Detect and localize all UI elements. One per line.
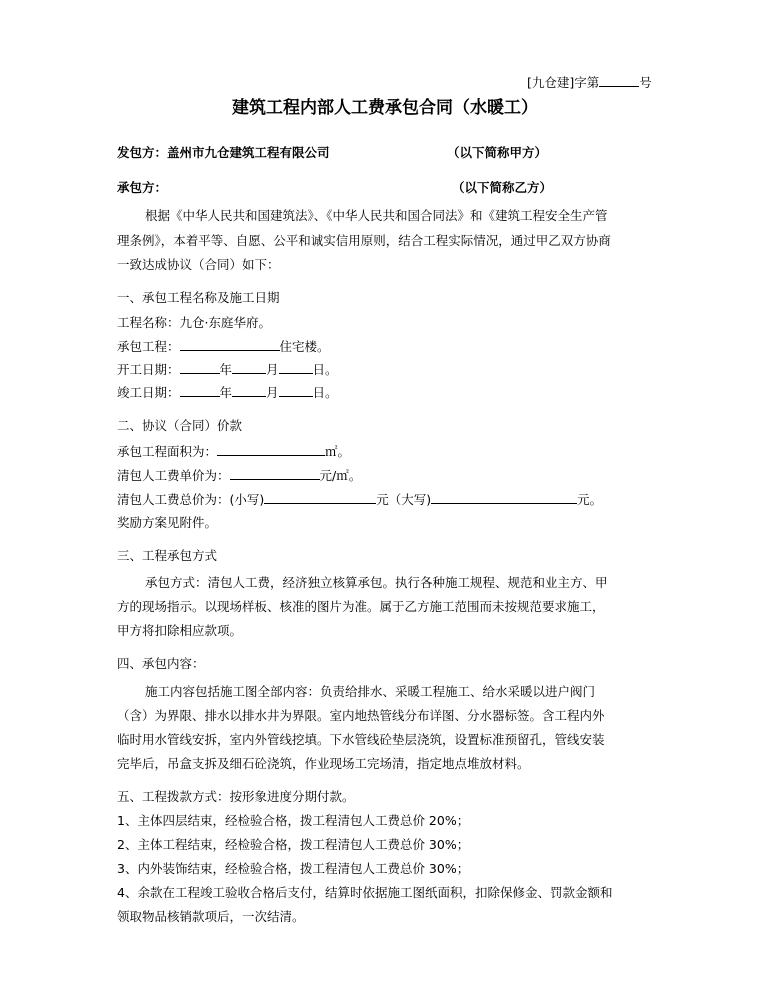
section-heading-2: 二、协议（合同）价款 — [117, 418, 243, 433]
start-month-blank — [232, 361, 266, 374]
document-number — [527, 74, 652, 91]
section-heading-5: 五、工程拨款方式：按形象进度分期付款。 — [117, 789, 355, 804]
area-blank — [217, 443, 325, 456]
paragraph-line: 完毕后，吊盒支拆及细石砼浇筑，作业现场工完场清，指定地点堆放材料。 — [117, 756, 530, 771]
party-b-alias: （以下简称乙方） — [452, 180, 553, 195]
doc-number-blank — [599, 74, 639, 87]
paragraph-line: 承包方式：清包人工费，经济独立核算承包。执行各种施工规程、规范和业主方、甲 — [145, 575, 608, 590]
start-year-blank — [180, 361, 220, 374]
start-date-label: 开工日期： — [117, 362, 180, 377]
year-label: 年 — [219, 385, 233, 400]
doc-number-suffix: 号 — [639, 75, 652, 90]
doc-number-prefix: [九仓建]字第 — [527, 75, 600, 90]
contract-project-suffix: 住宅楼。 — [279, 339, 330, 354]
start-date-line — [117, 361, 338, 378]
party-b-line — [117, 180, 167, 196]
document-title: 建筑工程内部人工费承包合同（水暖工） — [232, 98, 538, 118]
party-b-label: 承包方： — [117, 180, 168, 195]
start-day-blank — [279, 361, 313, 374]
party-a-alias: （以下简称甲方） — [447, 145, 548, 160]
total-upper-blank — [431, 491, 577, 504]
month-label: 月 — [266, 362, 279, 377]
day-label: 日。 — [312, 385, 338, 400]
project-name: 工程名称：九仓·东庭华府。 — [117, 315, 271, 330]
total-price-label: 清包人工费总价为：(小写) — [117, 492, 265, 507]
payment-item: 领取物品核销款项后，一次结清。 — [117, 909, 305, 924]
month-label: 月 — [266, 385, 279, 400]
party-a-name: 盖州市九仓建筑工程有限公司 — [167, 145, 330, 160]
total-lower-blank — [264, 491, 376, 504]
area-line — [117, 443, 350, 460]
contract-project-line — [117, 338, 330, 355]
area-label: 承包工程面积为： — [117, 444, 218, 459]
section-heading-4: 四、承包内容： — [117, 656, 205, 671]
party-a-label: 发包方： — [117, 145, 168, 160]
preamble-line: 根据《中华人民共和国建筑法》、《中华人民共和国合同法》和《建筑工程安全生产管 — [145, 208, 608, 223]
payment-item: 3、内外装饰结束，经检验合格，拨工程清包人工费总价 30%； — [117, 861, 470, 876]
preamble-line: 理条例》，本着平等、自愿、公平和诚实信用原则，结合工程实际情况，通过甲乙双方协商 — [117, 233, 611, 248]
reward-note: 奖励方案见附件。 — [117, 515, 218, 530]
preamble-line: 一致达成协议（合同）如下： — [117, 257, 280, 272]
day-label: 日。 — [312, 362, 338, 377]
contract-project-blank — [180, 338, 280, 351]
contract-project-label: 承包工程： — [117, 339, 180, 354]
section-heading-3: 三、工程承包方式 — [117, 548, 218, 563]
end-month-blank — [232, 384, 266, 397]
end-day-blank — [279, 384, 313, 397]
paragraph-line: 施工内容包括施工图全部内容：负责给排水、采暖工程施工、给水采暖以进户阀门 — [145, 684, 596, 699]
section-heading-1: 一、承包工程名称及施工日期 — [117, 290, 280, 305]
unit-price-blank — [230, 467, 320, 480]
total-upper-label: 元（大写) — [376, 492, 432, 507]
unit-price-unit: 元/㎡。 — [319, 468, 362, 483]
payment-item: 2、主体工程结束，经检验合格，拨工程清包人工费总价 30%； — [117, 837, 470, 852]
unit-price-label: 清包人工费单价为： — [117, 468, 230, 483]
unit-price-line — [117, 467, 361, 484]
total-price-line — [117, 491, 602, 508]
party-a-line — [117, 145, 330, 161]
paragraph-line: 临时用水管线安拆，室内外管线挖填。下水管线砼垫层浇筑，设置标准预留孔，管线安装 — [117, 732, 605, 747]
paragraph-line: （含）为界限、排水以排水井为界限。室内地热管线分布详图、分水器标签。含工程内外 — [117, 708, 605, 723]
end-date-line — [117, 384, 338, 401]
paragraph-line: 甲方将扣除相应款项。 — [117, 623, 243, 638]
payment-item: 4、余款在工程竣工验收合格后支付，结算时依据施工图纸面积，扣除保修金、罚款金额和 — [117, 885, 613, 900]
end-year-blank — [180, 384, 220, 397]
total-price-unit: 元。 — [577, 492, 603, 507]
end-date-label: 竣工日期： — [117, 385, 180, 400]
year-label: 年 — [219, 362, 233, 377]
payment-item: 1、主体四层结束，经检验合格，拨工程清包人工费总价 20%； — [117, 813, 470, 828]
paragraph-line: 方的现场指示。以现场样板、核准的图片为准。属于乙方施工范围而未按规范要求施工， — [117, 599, 605, 614]
area-unit: ㎡。 — [325, 444, 351, 459]
